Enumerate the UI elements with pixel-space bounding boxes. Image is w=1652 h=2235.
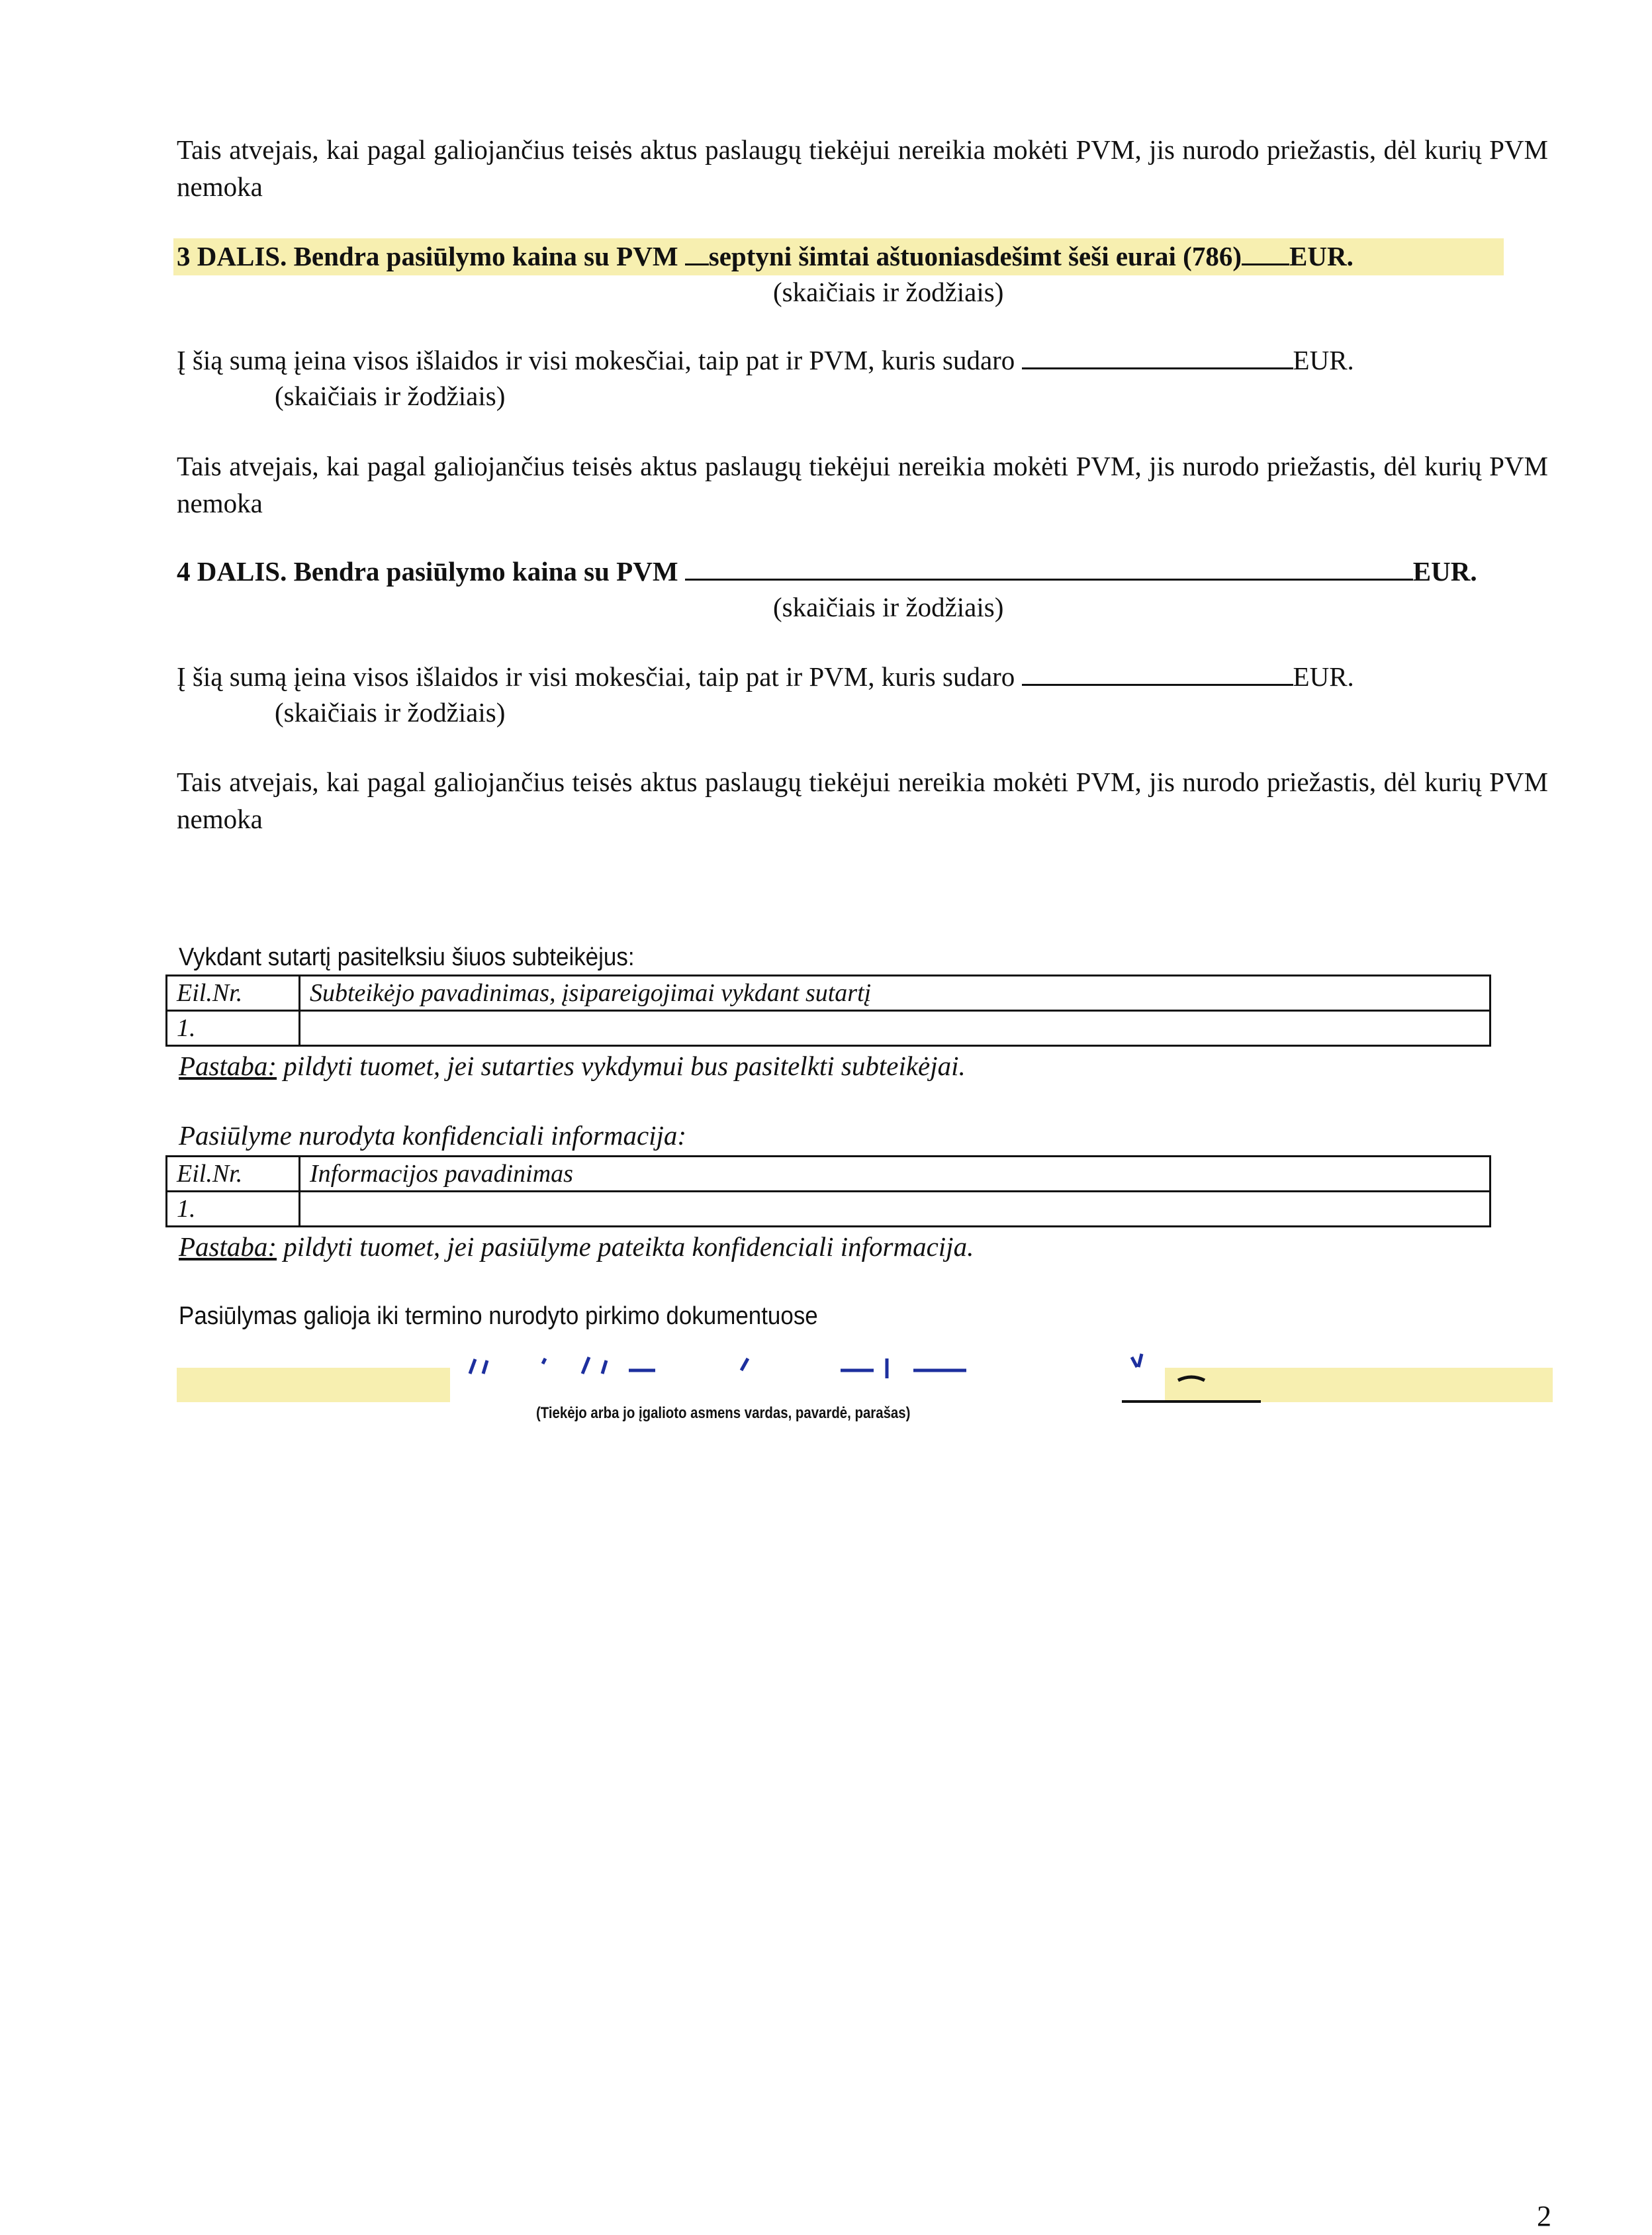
confidential-title: Pasiūlyme nurodyta konfidenciali informacija: <box>179 1120 687 1151</box>
pvm-exempt-paragraph-3: Tais atvejais, kai pagal galiojančius teisės aktus paslaugų tiekėjui nereikia mokėti PVM, jis nurodo priežastis, dėl kurių PVM nemoka <box>177 451 1548 518</box>
pvm-exempt-paragraph-4: Tais atvejais, kai pagal galiojančius teisės aktus paslaugų tiekėjui nereikia mokėti PVM, jis nurodo priežastis, dėl kurių PVM nemoka <box>177 767 1548 834</box>
validity-text: Pasiūlymas galioja iki termino nurodyto pirkimo dokumentuose <box>179 1302 818 1330</box>
signature-caption: (Tiekėjo arba jo įgalioto asmens vardas, pavardė, parašas) <box>536 1404 911 1422</box>
part4-currency: EUR. <box>1412 556 1477 587</box>
header-cell: Informacijos pavadinimas <box>300 1157 1491 1192</box>
row-value-cell[interactable] <box>300 1011 1491 1046</box>
row-number-cell: 1. <box>167 1011 300 1046</box>
page-number: 2 <box>1537 2200 1551 2232</box>
part4-hint: (skaičiais ir žodžiais) <box>773 592 1004 622</box>
signature-line <box>1122 1400 1261 1403</box>
note-label: Pastaba: <box>179 1051 277 1081</box>
pvm-exempt-paragraph-2: Tais atvejais, kai pagal galiojančius teisės aktus paslaugų tiekėjui nereikia mokėti PVM, jis nurodo priežastis, dėl kurių PVM nemoka <box>177 134 1548 202</box>
part4-price-line <box>177 553 1548 590</box>
subcontractors-title: Vykdant sutartį pasitelksiu šiuos subteikėjus: <box>179 943 635 971</box>
part3-price-line <box>177 238 1354 275</box>
part4-vat-text: Į šią sumą įeina visos išlaidos ir visi mokesčiai, taip pat ir PVM, kuris sudaro <box>177 661 1015 692</box>
confidential-table <box>165 1155 1491 1227</box>
part4-vat-field[interactable] <box>1022 684 1293 686</box>
note-label: Pastaba: <box>179 1231 277 1262</box>
row-value-cell[interactable] <box>300 1192 1491 1227</box>
part4-vat-line <box>177 658 1354 695</box>
part3-price-value[interactable]: septyni šimtai aštuoniasdešimt šeši eurai (786) <box>708 241 1242 271</box>
table-header-row <box>167 1157 1491 1192</box>
table-row <box>167 1192 1491 1227</box>
part3-vat-text: Į šią sumą įeina visos išlaidos ir visi mokesčiai, taip pat ir PVM, kuris sudaro <box>177 345 1015 375</box>
part4-vat-currency: EUR. <box>1293 661 1354 692</box>
confidential-note <box>179 1228 974 1265</box>
header-cell: Eil.Nr. <box>167 1157 300 1192</box>
table-header-row <box>167 976 1491 1011</box>
part3-vat-line <box>177 342 1354 379</box>
part4-price-field[interactable] <box>685 579 1413 581</box>
handwritten-signature-icon <box>463 1344 1231 1397</box>
part3-vat-field[interactable] <box>1022 367 1293 369</box>
part4-label: 4 DALIS. Bendra pasiūlymo kaina su PVM <box>177 556 678 587</box>
part4-vat-hint: (skaičiais ir žodžiais) <box>275 697 506 728</box>
subcontractors-table <box>165 975 1491 1047</box>
header-cell: Eil.Nr. <box>167 976 300 1011</box>
note-text: pildyti tuomet, jei pasiūlyme pateikta konfidenciali informacija. <box>277 1231 974 1262</box>
row-number-cell: 1. <box>167 1192 300 1227</box>
part3-vat-currency: EUR. <box>1293 345 1354 375</box>
table-row <box>167 1011 1491 1046</box>
header-cell: Subteikėjo pavadinimas, įsipareigojimai vykdant sutartį <box>300 976 1491 1011</box>
subcontractors-note <box>179 1047 966 1084</box>
part3-label: 3 DALIS. Bendra pasiūlymo kaina su PVM <box>177 241 678 271</box>
part3-currency: EUR. <box>1289 241 1354 271</box>
part3-hint: (skaičiais ir žodžiais) <box>773 277 1004 307</box>
note-text: pildyti tuomet, jei sutarties vykdymui bus pasitelkti subteikėjai. <box>277 1051 966 1081</box>
part3-vat-hint: (skaičiais ir žodžiais) <box>275 381 506 411</box>
